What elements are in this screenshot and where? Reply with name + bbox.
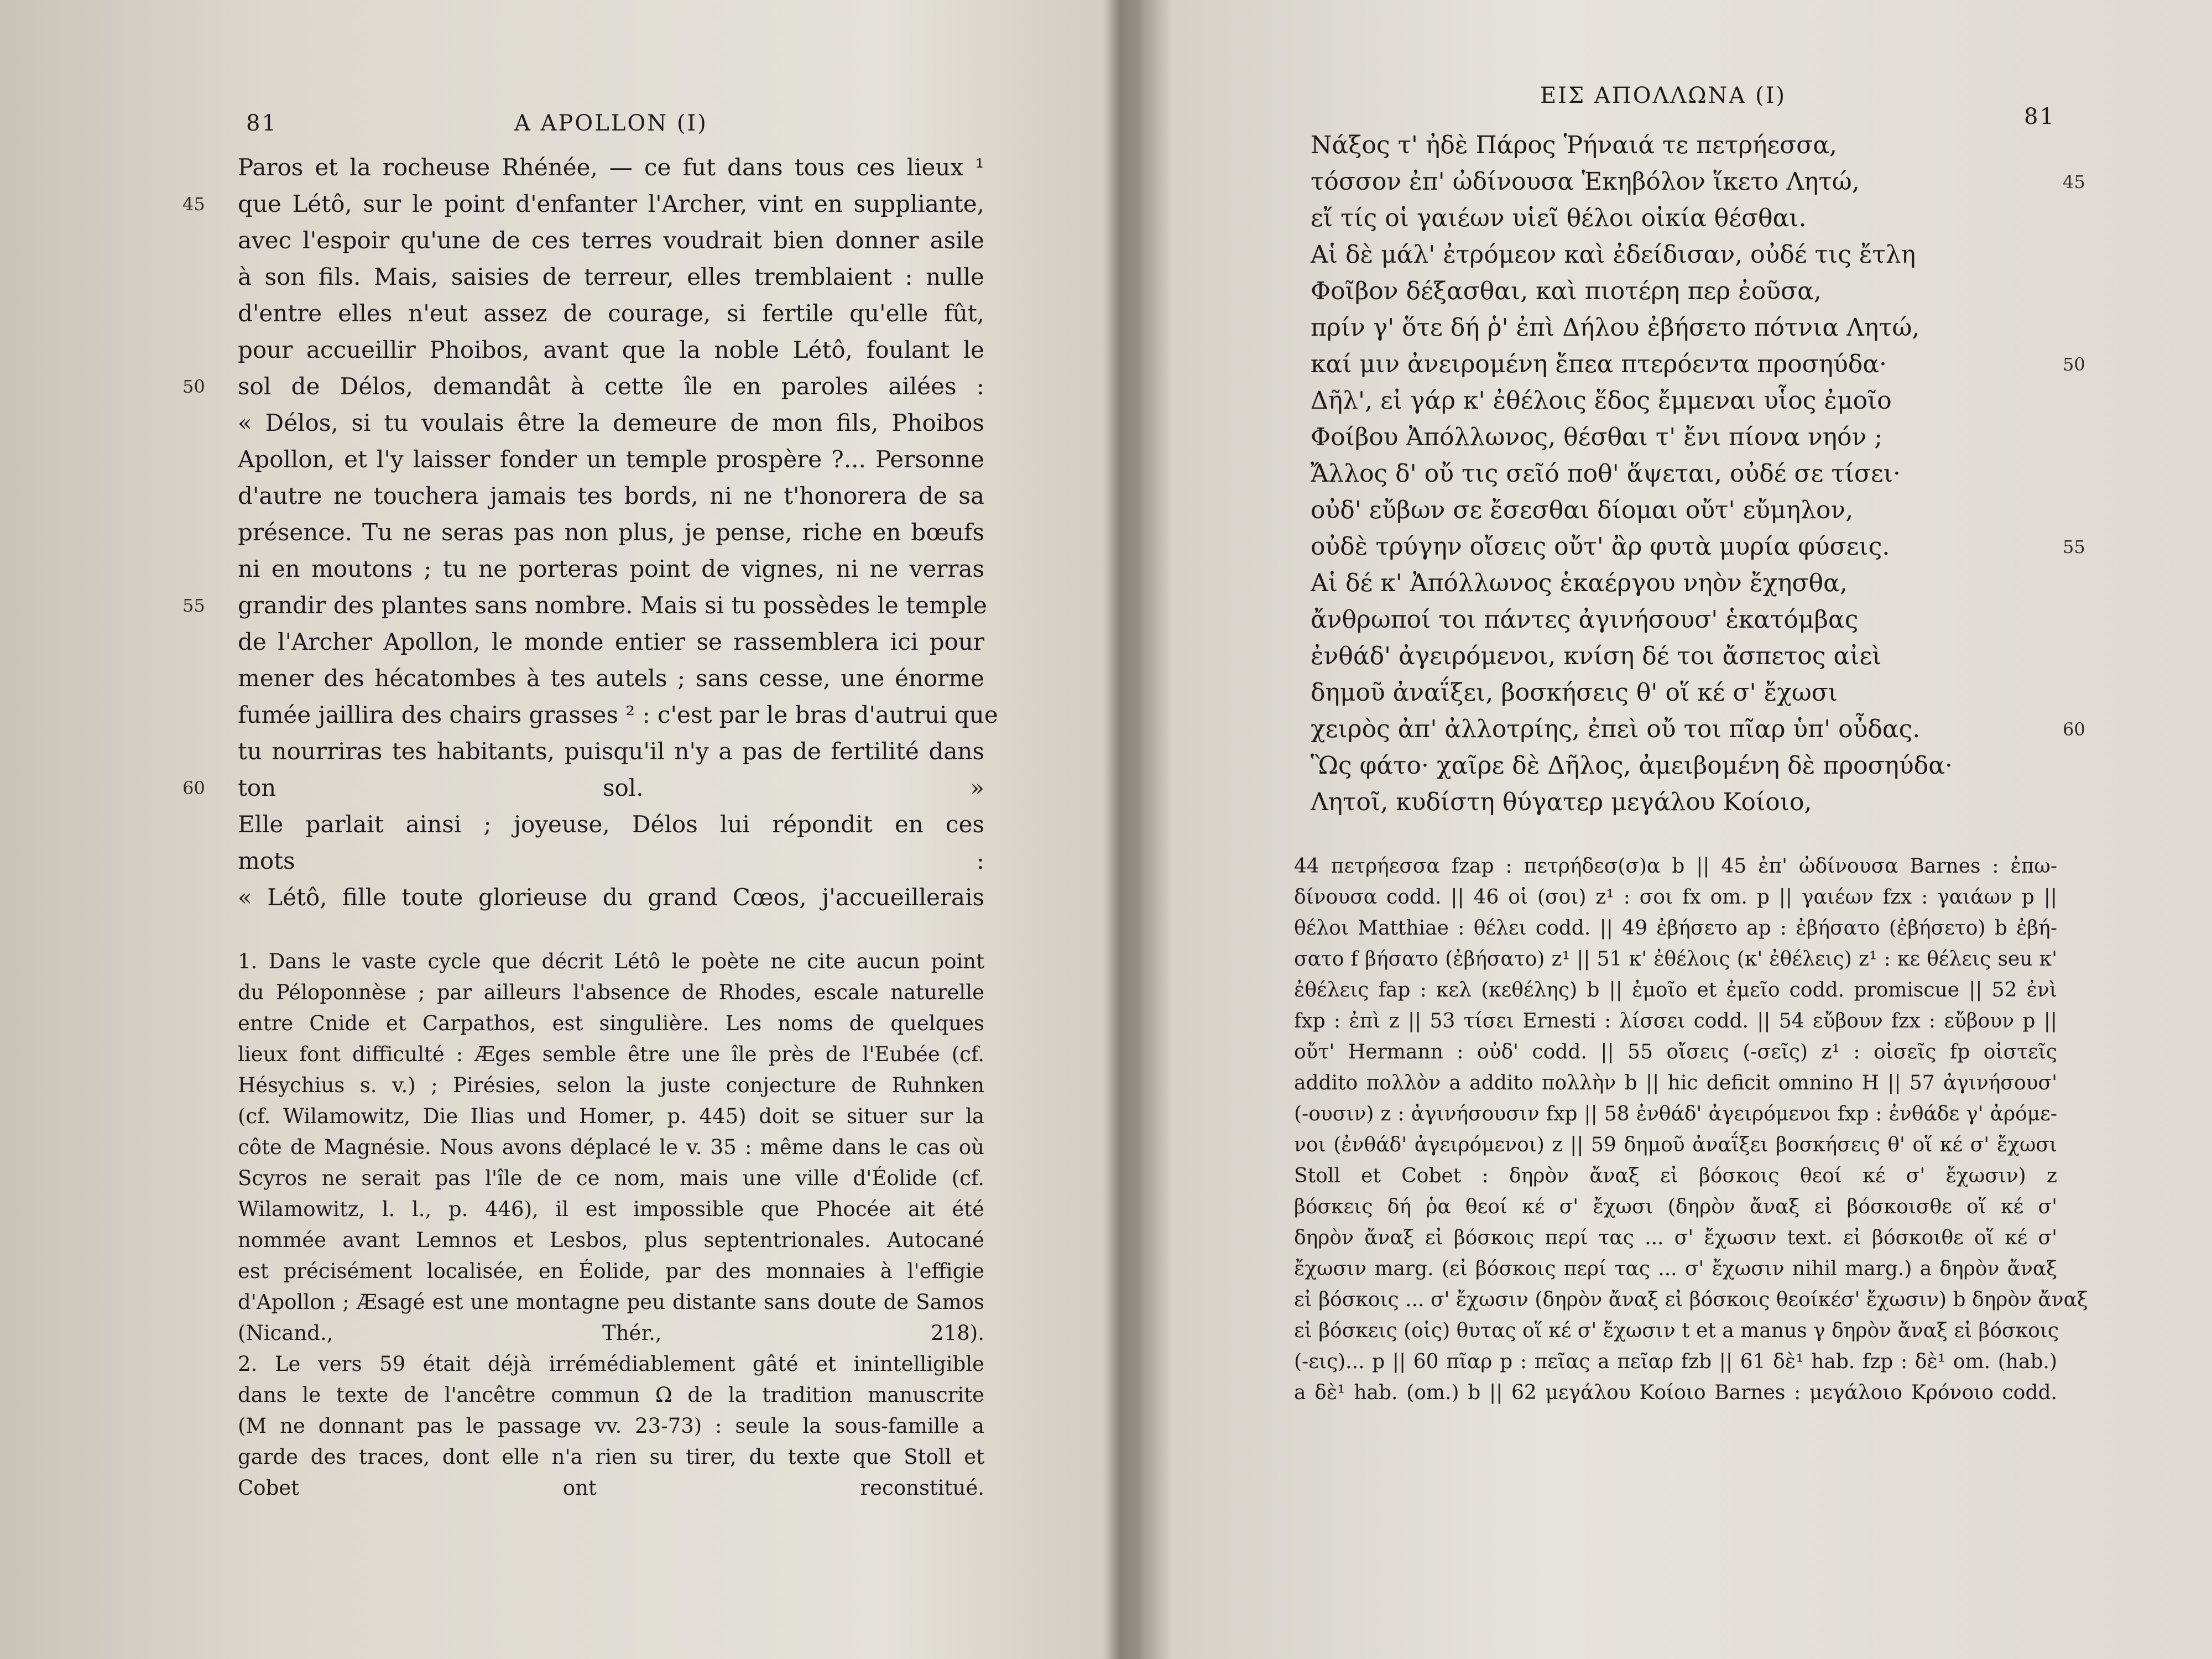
left-line-text: avec l'espoir qu'une de ces terres voudrait bien donner asile [238, 227, 984, 254]
right-running-head [1294, 83, 2101, 127]
right-note-line: (-εις)... p || 60 πῖαρ p : πεῖας a πεῖαρ fzb || 61 δὲ¹ hab. fzp : δὲ¹ om. (hab.) [1294, 1350, 2057, 1373]
left-note-line: (M ne donnant pas le passage vv. 23-73) : seule la sous-famille a [238, 1414, 984, 1438]
right-text-line [1294, 529, 2101, 565]
left-note-line: côte de Magnésie. Nous avons déplacé le v. 35 : même dans le cas où [238, 1135, 984, 1159]
left-line-text: fumée jaillira des chairs grasses ² : c'est par le bras d'autrui que [238, 701, 998, 728]
left-text-line [166, 332, 984, 368]
right-text-line [1294, 638, 2101, 675]
left-text-line [166, 514, 984, 551]
right-line-text: καί μιν ἀνειρομένη ἔπεα πτερόεντα προσηύδα· [1311, 350, 1887, 378]
left-note-line: d'Apollon ; Æsagé est une montagne peu distante sans doute de Samos [238, 1290, 984, 1314]
left-line-text: mener des hécatombes à tes autels ; sans cesse, une énorme [238, 665, 984, 692]
right-note-line: εἰ βόσκεις (οἱς) θυτας οἵ κέ σ' ἔχωσιν t et a manus γ δηρὸν ἄναξ εἰ βόσκοις [1294, 1319, 2059, 1342]
right-line-text: δημοῦ ἀναΐξει, βοσκήσεις θ' οἵ κέ σ' ἔχωσι [1311, 679, 1838, 707]
left-line-text: « Délos, si tu voulais être la demeure de mon fils, Phoibos [238, 409, 984, 436]
left-text-line [166, 295, 984, 332]
right-line-text: Ἄλλος δ' οὔ τις σεῖό ποθ' ἅψεται, οὐδέ σε τίσει· [1311, 460, 1901, 488]
left-note-line: entre Cnide et Carpathos, est singulière. Les noms de quelques [238, 1011, 984, 1035]
right-text-line [1294, 784, 2101, 821]
right-line-number: 55 [2063, 536, 2085, 557]
right-text-line [1294, 164, 2101, 200]
left-line-text: pour accueillir Phoibos, avant que la noble Létô, foulant le [238, 336, 984, 363]
right-text-line [1294, 602, 2101, 638]
left-text-line [166, 405, 984, 441]
left-line-number: 45 [182, 194, 205, 215]
left-text-line [166, 624, 984, 660]
left-text-line [166, 733, 984, 770]
right-text-line [1294, 711, 2101, 748]
right-line-text: οὐδὲ τρύγην οἴσεις οὔτ' ἂρ φυτὰ μυρία φύσεις. [1311, 533, 1890, 561]
left-line-text: d'autre ne touchera jamais tes bords, ni ne t'honorera de sa [238, 482, 984, 509]
right-main-text [1294, 127, 2101, 821]
left-note-line: 1. Dans le vaste cycle que décrit Létô le poète ne cite aucun point [238, 950, 984, 973]
left-line-text: sol de Délos, demandât à cette île en paroles ailées : [238, 373, 984, 400]
right-page [1294, 83, 2101, 1408]
right-text-line [1294, 237, 2101, 273]
left-line-number: 50 [182, 376, 205, 397]
left-text-line [166, 368, 984, 405]
right-text-line [1294, 748, 2101, 784]
right-note-line: 44 πετρήεσσα fzap : πετρήδεσ(σ)α b || 45 ἐπ' ὠδίνουσα Barnes : ἐπω- [1294, 855, 2057, 878]
right-line-text: Ὣς φάτο· χαῖρε δὲ Δῆλος, ἀμειβομένη δὲ προσηύδα· [1311, 752, 1953, 780]
right-line-text: Λητοῖ, κυδίστη θύγατερ μεγάλου Κοίοιο, [1311, 788, 1812, 816]
left-line-text: Paros et la rocheuse Rhénée, — ce fut dans tous ces lieux ¹ [238, 154, 984, 181]
left-running-head [166, 105, 984, 149]
right-text-line [1294, 346, 2101, 383]
book-gutter [1103, 0, 1142, 1659]
right-text-line [1294, 273, 2101, 310]
right-text-line [1294, 565, 2101, 602]
right-line-text: εἴ τίς οἱ γαιέων υἱεῖ θέλοι οἰκία θέσθαι. [1311, 204, 1807, 232]
left-text-line [166, 697, 998, 733]
left-note-line: du Péloponnèse ; par ailleurs l'absence de Rhodes, escale naturelle [238, 980, 984, 1004]
left-text-line [166, 259, 984, 295]
right-note-line: ἐθέλεις fap : κελ (κεθέλης) b || ἐμοῖο et ἐμεῖο codd. promiscue || 52 ἐνὶ [1294, 979, 2057, 1001]
left-text-line [166, 770, 984, 806]
left-text-line [166, 478, 984, 514]
right-apparatus [1294, 851, 2101, 1408]
right-running-title: ΕΙΣ ΑΠΟΛΛΩΝΑ (I) [1540, 83, 1787, 108]
left-main-text [166, 149, 998, 916]
right-line-text: Φοῖβον δέξασθαι, καὶ πιοτέρη περ ἐοῦσα, [1311, 277, 1822, 305]
right-line-text: Δῆλ', εἰ γάρ κ' ἐθέλοις ἕδος ἔμμεναι υἷος ἐμοῖο [1311, 387, 1892, 415]
right-line-text: Αἱ δέ κ' Ἀπόλλωνος ἑκαέργου νηὸν ἔχησθα, [1311, 569, 1848, 597]
right-text-line [1294, 127, 2101, 164]
left-page-number: 81 [246, 111, 278, 136]
right-note-line: ἔχωσιν marg. (εἰ βόσκοις περί τας ... σ' ἔχωσιν nihil marg.) a δηρὸν ἄναξ [1294, 1258, 2057, 1280]
left-text-line [166, 149, 984, 186]
left-footnotes [166, 946, 984, 1504]
left-line-text: ton sol. » [238, 774, 984, 801]
right-line-text: Αἱ δὲ μάλ' ἐτρόμεον καὶ ἐδείδισαν, οὐδέ τις ἔτλη [1311, 241, 1916, 269]
left-text-line [166, 587, 987, 624]
left-line-text: à son fils. Mais, saisies de terreur, elles tremblaient : nulle [238, 263, 984, 290]
left-text-line [166, 222, 984, 259]
left-text-line [166, 806, 984, 843]
right-text-line [1294, 456, 2101, 492]
left-line-text: de l'Archer Apollon, le monde entier se rassemblera ici pour [238, 628, 984, 655]
left-note-line: (cf. Wilamowitz, Die Ilias und Homer, p. 445) doit se situer sur la [238, 1104, 984, 1128]
left-note-line: garde des traces, dont elle n'a rien su tirer, du texte que Stoll et [238, 1445, 984, 1469]
right-note-line: οὔτ' Hermann : οὐδ' codd. || 55 οἴσεις (-σεῖς) z¹ : οἰσεῖς fp οἰστεῖς [1294, 1041, 2057, 1063]
right-text-line [1294, 419, 2101, 456]
left-text-line [166, 441, 984, 478]
left-text-line [166, 551, 984, 587]
left-note-line: Wilamowitz, l. l., p. 446), il est impossible que Phocée ait été [238, 1197, 984, 1221]
left-line-text: que Létô, sur le point d'enfanter l'Archer, vint en suppliante, [238, 190, 984, 217]
left-note-line: 2. Le vers 59 était déjà irrémédiablement gâté et inintelligible [238, 1352, 984, 1376]
right-note-line: (-ουσιν) z : ἀγινήσουσιν fxp || 58 ἐνθάδ' ἀγειρόμενοι fxp : ἐνθάδε γ' ἀρόμε- [1294, 1103, 2057, 1125]
left-note-line: est précisément localisée, en Éolide, par des monnaies à l'effigie [238, 1259, 984, 1283]
left-note-line: (Nicand., Thér., 218). [238, 1321, 984, 1345]
left-line-number: 60 [182, 778, 205, 799]
left-text-line [166, 843, 984, 879]
right-line-number: 45 [2063, 171, 2085, 192]
left-line-text: présence. Tu ne seras pas non plus, je pense, riche en bœufs [238, 519, 984, 546]
left-running-title: A APOLLON (I) [514, 111, 708, 136]
right-text-line [1294, 492, 2101, 529]
left-line-text: ni en moutons ; tu ne porteras point de vignes, ni ne verras [238, 555, 984, 582]
left-note-line: Scyros ne serait pas l'île de ce nom, mais une ville d'Éolide (cf. [238, 1166, 984, 1190]
right-note-line: δίνουσα codd. || 46 οἱ (σοι) z¹ : σοι fx om. p || γαιέων fzx : γαιάων p || [1294, 886, 2057, 909]
right-line-text: τόσσον ἐπ' ὠδίνουσα Ἑκηβόλον ἵκετο Λητώ, [1311, 168, 1860, 196]
right-line-text: χειρὸς ἀπ' ἀλλοτρίης, ἐπεὶ οὔ τοι πῖαρ ὑπ' οὖδας. [1311, 715, 1921, 743]
left-note-line: lieux font difficulté : Æges semble être une île près de l'Eubée (cf. [238, 1042, 984, 1066]
right-line-number: 60 [2063, 719, 2085, 740]
right-note-line: a δὲ¹ hab. (om.) b || 62 μεγάλου Κοίοιο Barnes : μεγάλοιο Κρόνοιο codd. [1294, 1381, 2057, 1404]
left-line-text: tu nourriras tes habitants, puisqu'il n'y a pas de fertilité dans [238, 738, 984, 765]
left-line-number: 55 [182, 595, 205, 616]
left-note-line: Cobet ont reconstitué. [238, 1476, 984, 1500]
right-note-line: fxp : ἐπὶ z || 53 τίσει Ernesti : λίσσει codd. || 54 εὔβουν fzx : εὔβουν p || [1294, 1010, 2057, 1032]
right-line-text: Φοίβου Ἀπόλλωνος, θέσθαι τ' ἔνι πίονα νηόν ; [1311, 423, 1883, 451]
right-line-text: ἐνθάδ' ἀγειρόμενοι, κνίση δέ τοι ἄσπετος αἰεὶ [1311, 642, 1882, 670]
right-note-line: Stoll et Cobet : δηρὸν ἄναξ εἰ βόσκοις θεοί κέ σ' ἔχωσιν) z [1294, 1165, 2057, 1187]
right-note-line: νοι (ἐνθάδ' ἀγειρόμενοι) z || 59 δημοῦ ἀναΐξει βοσκήσεις θ' οἵ κέ σ' ἔχωσι [1294, 1134, 2057, 1156]
right-note-line: βόσκεις δή ῥα θεοί κέ σ' ἔχωσι (δηρὸν ἄναξ εἰ βόσκοισθε οἵ κέ σ' [1294, 1196, 2057, 1218]
right-text-line [1294, 383, 2101, 419]
left-text-line [166, 879, 984, 916]
right-note-line: εἰ βόσκοις ... σ' ἔχωσιν (δηρὸν ἄναξ εἰ βόσκοις θεοίκέσ' ἔχωσιν) b δηρὸν ἄναξ [1294, 1288, 2088, 1311]
right-note-line: δηρὸν ἄναξ εἰ βόσκοις περί τας ... σ' ἔχωσιν text. εἰ βόσκοιθε οἵ κέ σ' [1294, 1227, 2057, 1249]
left-note-line: nommée avant Lemnos et Lesbos, plus septentrionales. Autocané [238, 1228, 984, 1252]
left-line-text: grandir des plantes sans nombre. Mais si tu possèdes le temple [238, 592, 987, 619]
right-note-line: addito πολλὸν a addito πολλὴν b || hic deficit omnino H || 57 ἀγινήσουσ' [1294, 1072, 2057, 1094]
right-line-text: πρίν γ' ὅτε δή ῥ' ἐπὶ Δήλου ἐβήσετο πότνια Λητώ, [1311, 314, 1920, 342]
left-page [166, 105, 998, 1504]
left-line-text: mots : [238, 847, 984, 874]
left-line-text: d'entre elles n'eut assez de courage, si fertile qu'elle fût, [238, 300, 984, 327]
left-note-line: dans le texte de l'ancêtre commun Ω de la tradition manuscrite [238, 1383, 984, 1407]
right-line-number: 50 [2063, 354, 2085, 375]
right-note-line: θέλοι Matthiae : θέλει codd. || 49 ἐβήσετο ap : ἐβήσατο (ἐβήσετο) b ἐβή- [1294, 917, 2057, 940]
left-text-line [166, 660, 984, 697]
right-text-line [1294, 200, 2101, 237]
right-note-line: σατο f βήσατο (ἐβήσατο) z¹ || 51 κ' ἐθέλοις (κ' ἐθέλεις) z¹ : κε θέλεις seu κ' [1294, 948, 2057, 971]
left-note-line: Hésychius s. v.) ; Pirésies, selon la juste conjecture de Ruhnken [238, 1073, 984, 1097]
left-line-text: Elle parlait ainsi ; joyeuse, Délos lui répondit en ces [238, 811, 984, 838]
right-line-text: ἄνθρωποί τοι πάντες ἀγινήσουσ' ἑκατόμβας [1311, 606, 1859, 634]
right-page-number: 81 [2024, 104, 2056, 129]
left-text-line [166, 186, 984, 222]
right-line-text: οὐδ' εὔβων σε ἔσεσθαι δίομαι οὔτ' εὔμηλον, [1311, 496, 1854, 524]
right-text-line [1294, 675, 2101, 711]
left-line-text: « Létô, fille toute glorieuse du grand Cœos, j'accueillerais [238, 884, 984, 911]
left-line-text: Apollon, et l'y laisser fonder un temple prospère ?... Personne [238, 446, 984, 473]
right-line-text: Νάξος τ' ἠδὲ Πάρος Ῥήναιά τε πετρήεσσα, [1311, 131, 1838, 159]
right-text-line [1294, 310, 2101, 346]
